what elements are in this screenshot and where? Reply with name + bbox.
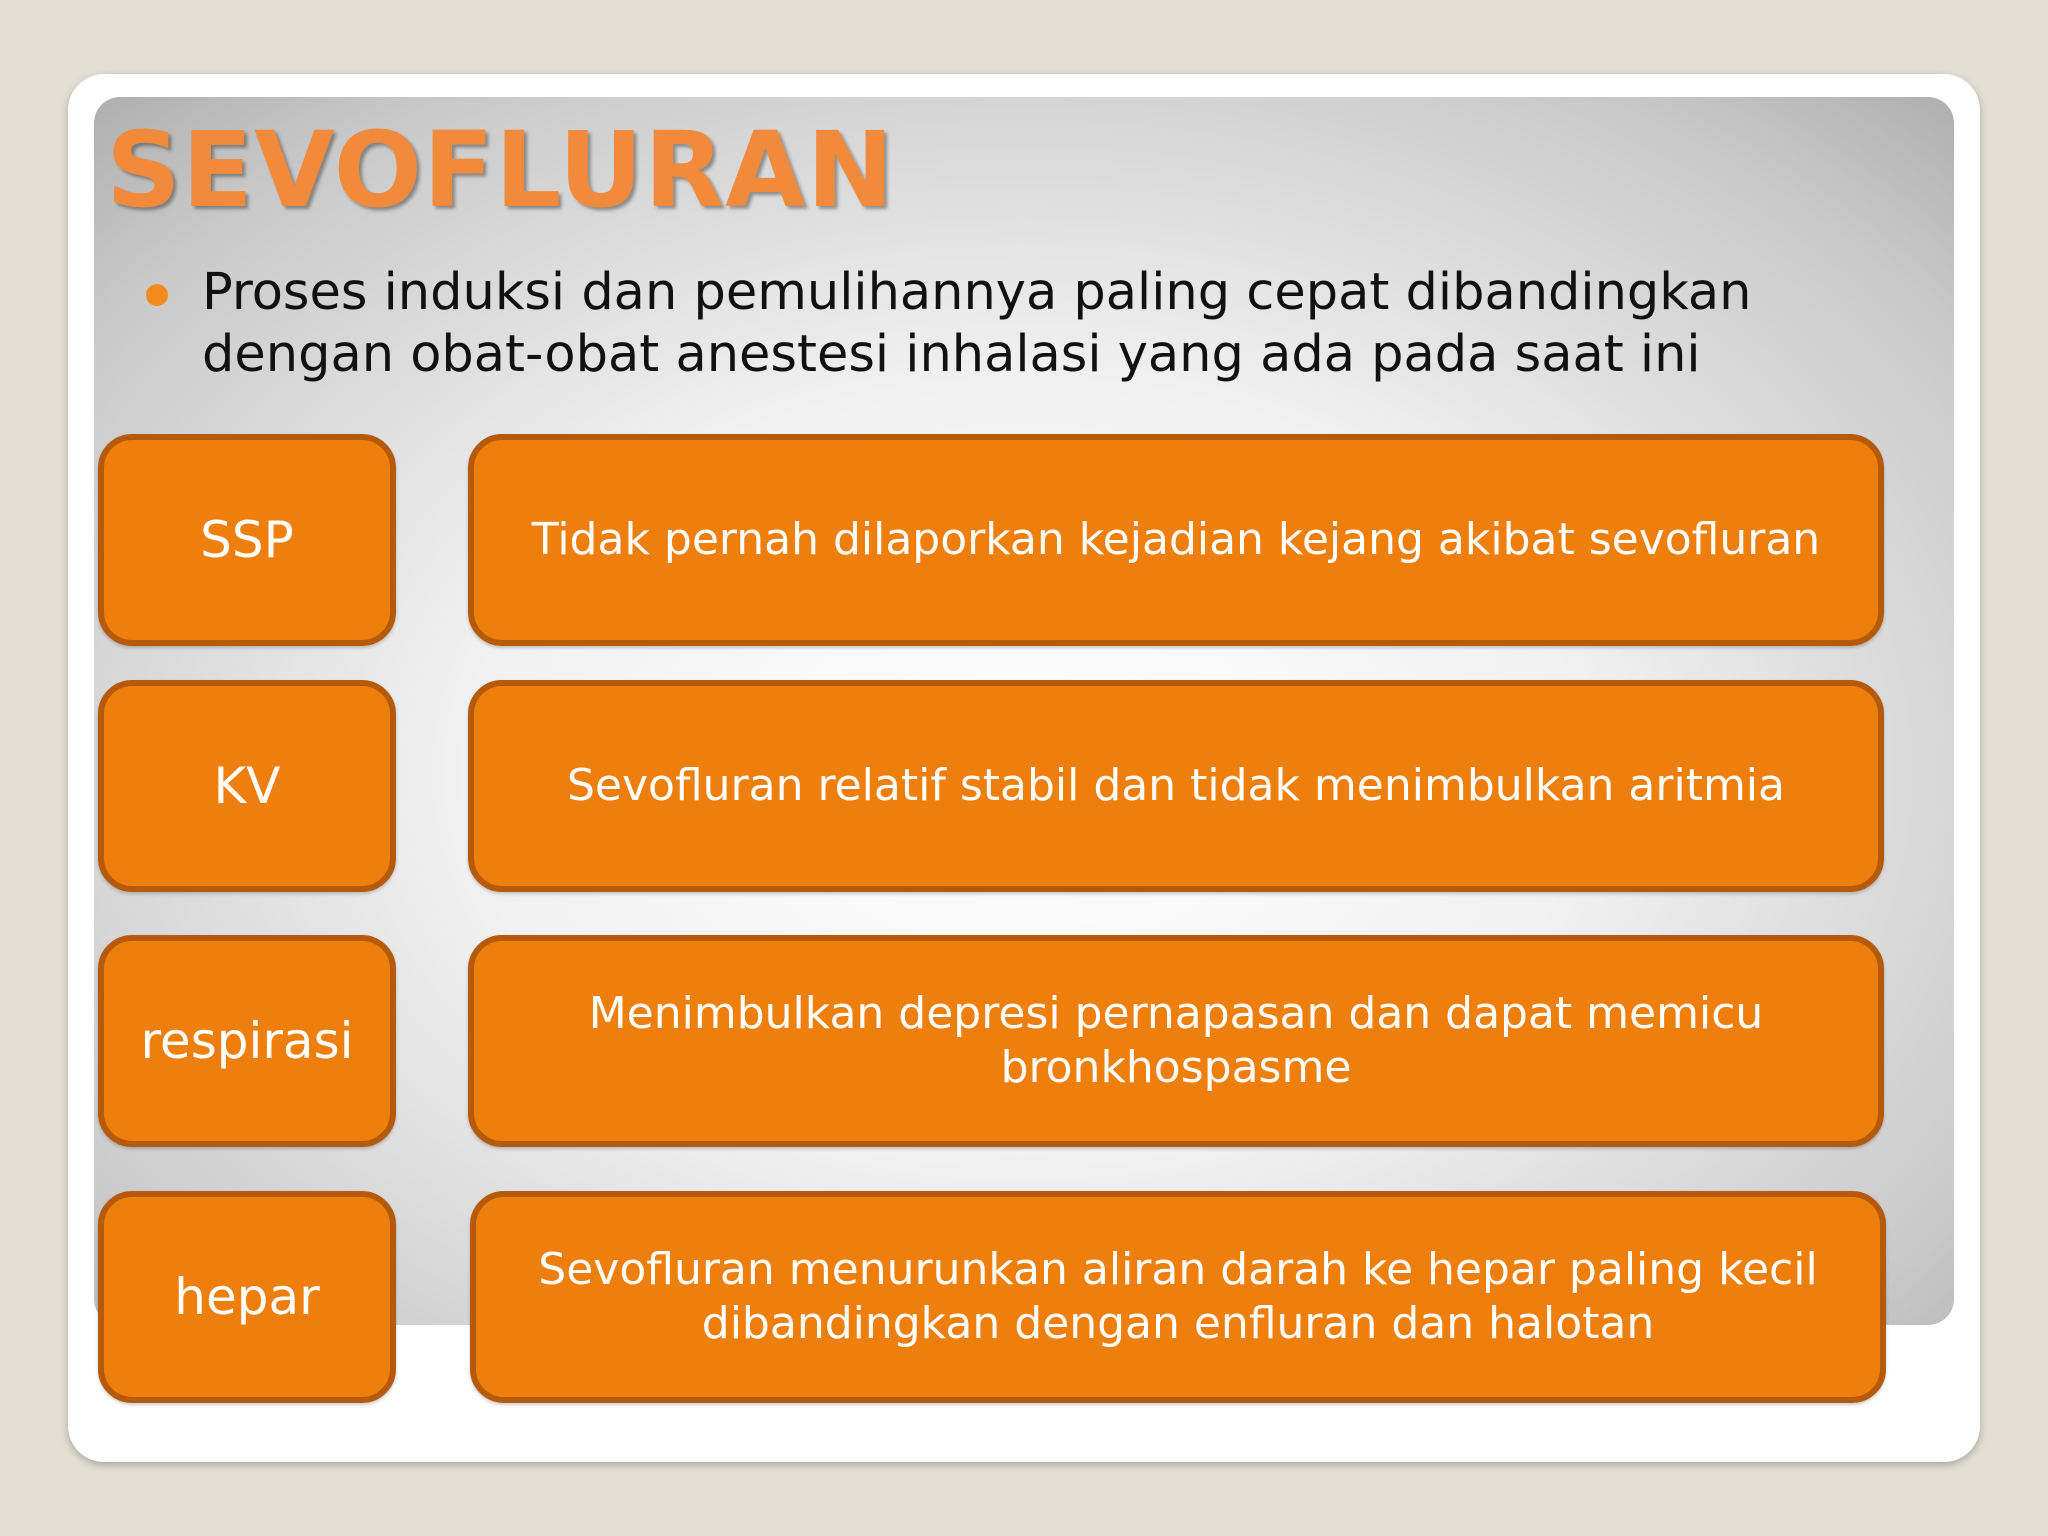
row-label-ssp: SSP	[98, 434, 396, 646]
slide-title: SEVOFLURAN	[106, 109, 895, 231]
row-description-kv: Sevofluran relatif stabil dan tidak menimbulkan aritmia	[468, 680, 1884, 892]
row-label-hepar: hepar	[98, 1191, 396, 1403]
bullet-dot-icon	[146, 284, 168, 306]
row-label-kv: KV	[98, 680, 396, 892]
row-description-ssp: Tidak pernah dilaporkan kejadian kejang akibat sevofluran	[468, 434, 1884, 646]
row-description-respirasi: Menimbulkan depresi pernapasan dan dapat memicu bronkhospasme	[468, 935, 1884, 1147]
bullet-text: Proses induksi dan pemulihannya paling cepat dibandingkan dengan obat-obat anestesi inhalasi yang ada pada saat ini	[202, 263, 1752, 384]
row-description-hepar: Sevofluran menurunkan aliran darah ke hepar paling kecil dibandingkan dengan enfluran dan halotan	[470, 1191, 1886, 1403]
row-label-respirasi: respirasi	[98, 935, 396, 1147]
